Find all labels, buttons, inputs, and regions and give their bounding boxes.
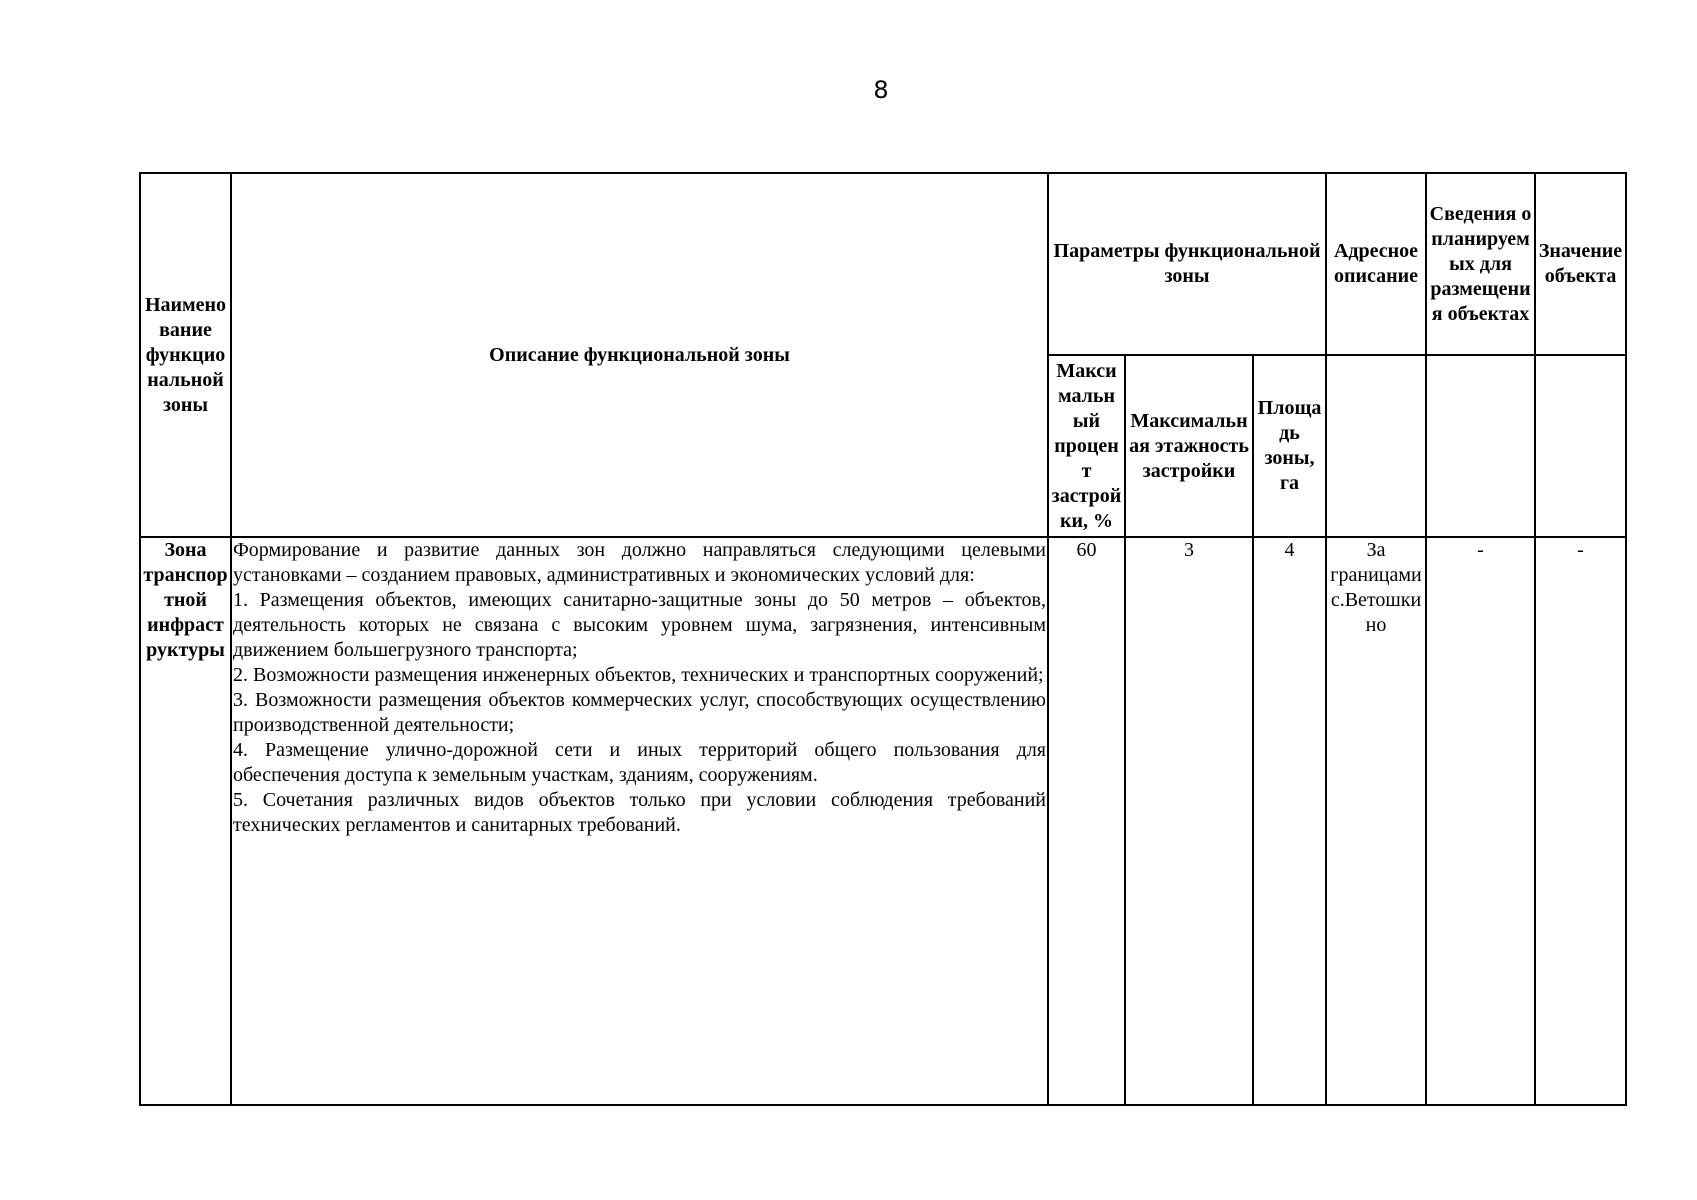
area-cell: 4	[1253, 537, 1326, 1105]
header-zone-name: Наименование функциональной зоны	[140, 173, 231, 537]
table-row	[140, 537, 1626, 1105]
header-planned-objects: Сведения о планируемых для размещения объектах	[1426, 173, 1535, 355]
header-value-empty	[1535, 355, 1626, 537]
header-address: Адресное описание	[1326, 173, 1426, 355]
description-paragraph: Формирование и развитие данных зон должно направляться следующими целевыми установками – созданием правовых, административных и экономических условий для:	[233, 539, 1046, 586]
header-address-empty	[1326, 355, 1426, 537]
max-floors-cell: 3	[1125, 537, 1253, 1105]
zone-description-cell	[231, 537, 1048, 1105]
header-object-value: Значение объекта	[1535, 173, 1626, 355]
description-item-5: 5. Сочетания различных видов объектов только при условии соблюдения требований технических регламентов и санитарных требований.	[233, 789, 1046, 836]
header-max-percent: Максимальный процент застройки, %	[1048, 355, 1125, 537]
header-area: Площадь зоны, га	[1253, 355, 1326, 537]
functional-zone-table	[139, 172, 1627, 1106]
max-percent-cell: 60	[1048, 537, 1125, 1105]
description-item-1: 1. Размещения объектов, имеющих санитарно-защитные зоны до 50 метров – объектов, деятельность которых не связана с высоким уровнем шума, загрязнения, интенсивным движением большегрузного транспорта;	[233, 589, 1046, 661]
zone-name-cell: Зона транспортной инфраструктуры	[140, 537, 231, 1105]
description-item-4: 4. Размещение улично-дорожной сети и иных территорий общего пользования для обеспечения доступа к земельным участкам, зданиям, сооружениям.	[233, 739, 1046, 786]
planned-objects-cell: -	[1426, 537, 1535, 1105]
header-zone-params: Параметры функциональной зоны	[1048, 173, 1326, 355]
description-item-2: 2. Возможности размещения инженерных объектов, технических и транспортных сооружений;	[233, 664, 1044, 686]
header-planned-empty	[1426, 355, 1535, 537]
header-max-floors: Максимальная этажность застройки	[1125, 355, 1253, 537]
object-value-cell: -	[1535, 537, 1626, 1105]
address-cell: За границами с.Ветошкино	[1326, 537, 1426, 1105]
header-zone-description: Описание функциональной зоны	[231, 173, 1048, 537]
page-number: 8	[873, 76, 889, 104]
description-item-3: 3. Возможности размещения объектов коммерческих услуг, способствующих осуществлению производственной деятельности;	[233, 689, 1046, 736]
